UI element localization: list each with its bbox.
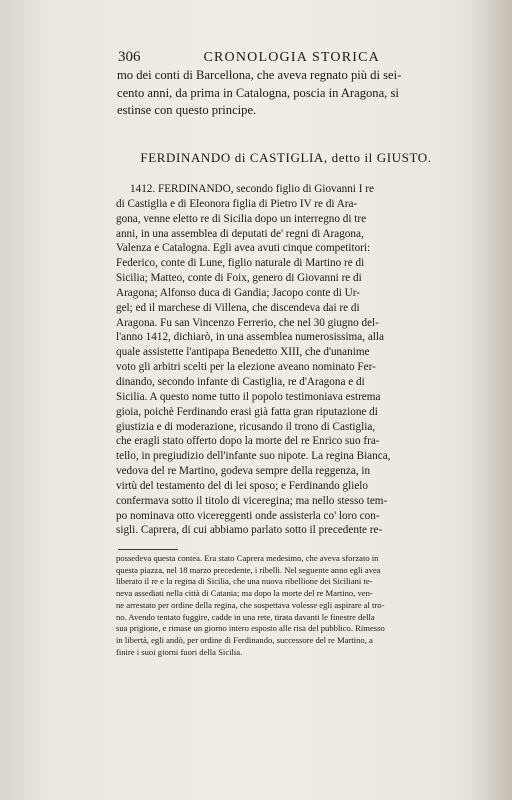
body-line: di Castiglia e di Eleonora figlia di Pietro IV re di Ara- [116,197,358,210]
body-line: l'anno 1412, dichiarò, in una assemblea numerosissima, alla [116,331,384,344]
footnote-line: ne arrestato per ordine della regina, che sospettava volesse egli aspirare al tro- [116,599,385,610]
body-line: Sicilia. A questo nome tutto il popolo testimoniava estrema [116,390,381,403]
footnote-rule [118,549,178,550]
continuation-paragraph [117,67,455,120]
body-line: Federico, conte di Lune, figlio naturale di Martino re di [116,257,365,270]
footnote [116,553,458,658]
footnote-line: in libertà, egli andò, per ordine di Ferdinando, successore del re Martino, a [116,634,373,645]
body-line: quale assistette l'antipapa Benedetto XIII, che d'unanime [116,346,370,359]
body-line: gioia, poichè Ferdinando erasi già fatta gran riputazione di [116,405,378,418]
body-line: giustizia e di moderazione, ricusando il trono di Castiglia, [116,420,376,433]
body-line: tello, in pregiudizio dell'infante suo nipote. La regina Bianca, [116,450,391,463]
footnote-line: sua prigione, e rimase un giorno intero esposto alle risa del pubblico. Rimesso [116,623,385,634]
continuation-line: mo dei conti di Barcellona, che aveva regnato più di sei- [117,68,402,82]
body-line: 1412. FERDINANDO, secondo figlio di Giovanni I re [130,183,374,195]
body-line: gona, venne eletto re di Sicilia dopo un interregno di tre [116,212,367,225]
footnote-line: no. Avendo tentato fuggire, cadde in una rete, tirata davanti le finestre della [116,611,375,622]
body-line: vedova del re Martino, godeva sempre della reggenza, in [116,465,371,478]
body-line: dinando, secondo infante di Castiglia, re d'Aragona e di [116,375,365,388]
body-line: Aragona. Fu san Vincenzo Ferrerio, che nel 30 giugno del- [116,316,379,329]
continuation-line: cento anni, da prima in Catalogna, poscia in Aragona, si [117,85,399,100]
body-line: voto gli arbitri scelti per la elezione aveano nominato Fer- [116,361,376,374]
footnote-line: finire i suoi giorni fuori della Sicilia. [116,646,243,657]
body-line: virtù del testamento del di lei sposo; e Ferdinando glielo [116,479,368,492]
page-header [118,49,458,66]
page-number: 306 [118,49,141,65]
body-line: sigli. Caprera, di cui abbiamo parlato sotto il precedente re- [116,524,383,537]
body-line: Aragona; Alfonso duca di Gandia; Jacopo conte di Ur- [116,286,360,299]
footnote-line: possedeva questa contea. Era stato Caprera medesimo, che aveva sforzato in [116,553,379,563]
footnote-line: neva assediati nella città di Catania; ma dopo la morte del re Martino, ven- [116,588,373,599]
body-line: Sicilia; Matteo, conte di Foix, genero di Giovanni re di [116,272,362,285]
continuation-line: estinse con questo principe. [117,103,257,117]
body-line: Valenza e Catalogna. Egli avea avuti cinque competitori: [116,242,371,255]
body-line: che eragli stato offerto dopo la morte del re Enrico suo fra- [116,435,380,448]
footnote-line: liberato il re e la regina di Sicilia, che una nuova ribellione dei Siciliani te- [116,576,373,587]
body-line: confermava sotto il titolo di viceregina; ma nello stesso tem- [116,494,388,507]
body-paragraph [116,182,458,538]
footnote-line: questa piazza, nel 18 marzo precedente, i ribelli. Nel seguente anno egli avea [116,564,381,575]
running-title: CRONOLOGIA STORICA [203,50,380,65]
body-line: anni, in una assemblea di deputati de' regni di Aragona, [116,227,364,240]
body-line: po nominava otto vicereggenti onde assisterla co' loro con- [116,509,380,522]
section-title: FERDINANDO di CASTIGLIA, detto il GIUSTO. [140,150,432,165]
body-line: gel; ed il marchese di Villena, che discendeva dai re di [116,301,360,314]
page-edge-shadow [472,0,512,800]
